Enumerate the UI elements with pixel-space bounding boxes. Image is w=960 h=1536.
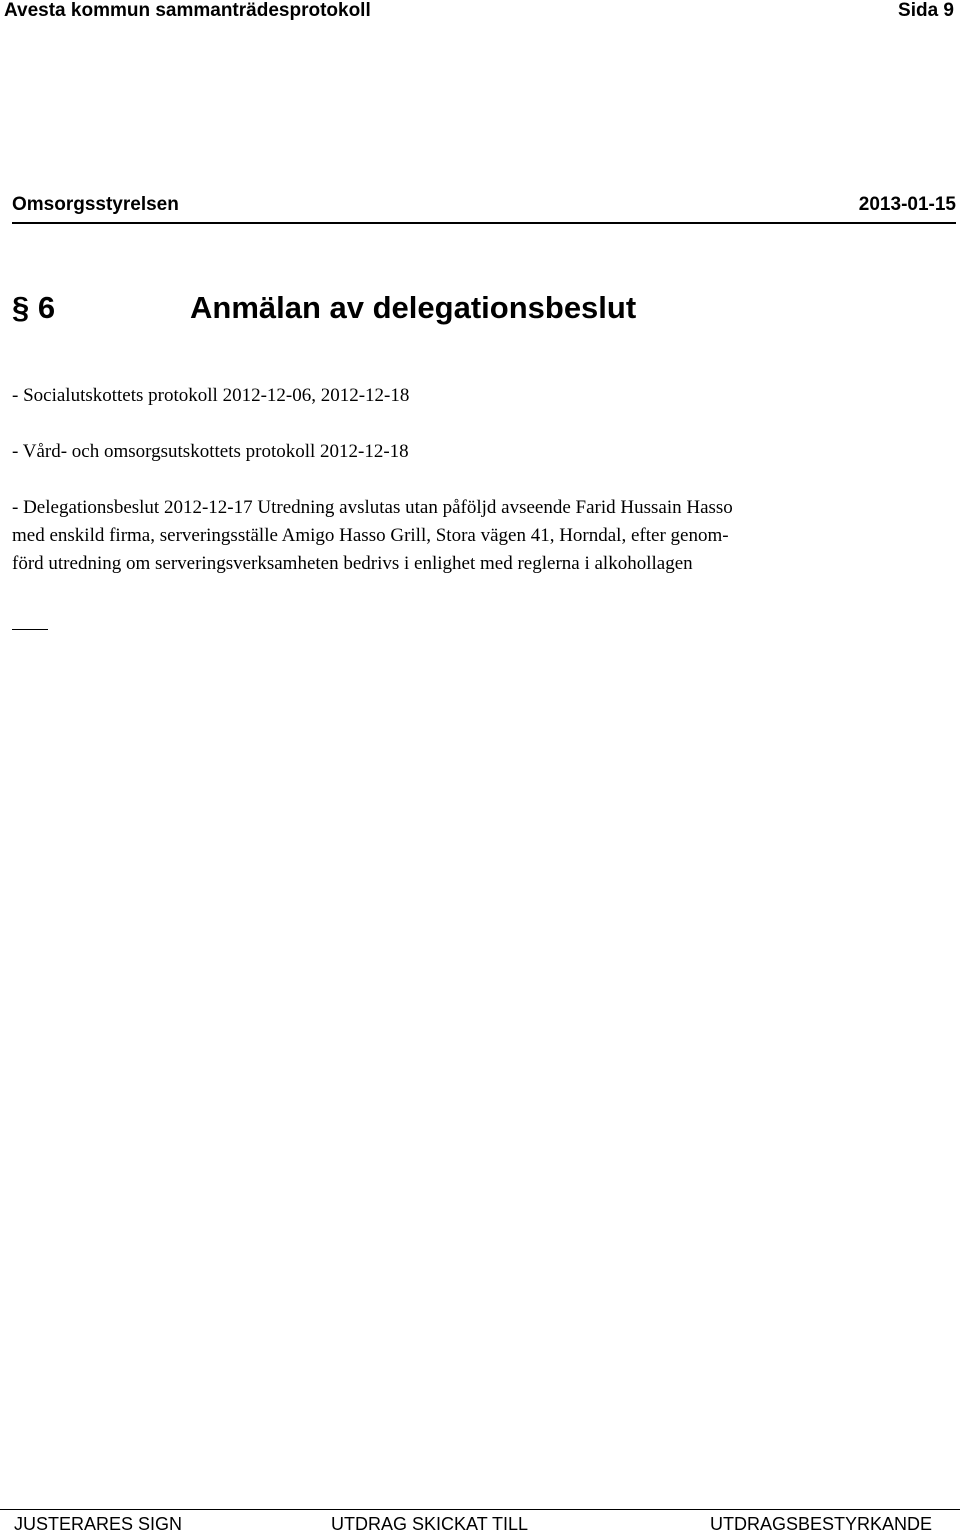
- paragraph-line: med enskild firma, serveringsställe Amigo Hasso Grill, Stora vägen 41, Horndal, efter genom-: [12, 525, 729, 546]
- section-heading: [12, 286, 950, 330]
- page-number: Sida 9: [898, 0, 954, 21]
- board-name: Omsorgsstyrelsen: [12, 194, 179, 215]
- end-of-section-rule: [12, 629, 48, 630]
- document-title: Avesta kommun sammanträdesprotokoll: [4, 0, 371, 21]
- page-footer: [0, 1509, 960, 1536]
- section-number: § 6: [12, 290, 56, 325]
- paragraph-line: förd utredning om serveringsverksamheten bedrivs i enlighet med reglerna i alkohollagen: [12, 553, 693, 574]
- footer-certified-label: UTDRAGSBESTYRKANDE: [709, 1514, 932, 1534]
- footer-sign-label: JUSTERARES SIGN: [14, 1514, 183, 1534]
- meeting-date: 2013-01-15: [858, 194, 956, 215]
- list-item: - Socialutskottets protokoll 2012-12-06, 2012-12-18: [12, 385, 410, 406]
- list-item: - Vård- och omsorgsutskottets protokoll 2012-12-18: [12, 441, 409, 462]
- list-item-delegation-decision: [12, 494, 940, 578]
- page-header: [0, 0, 960, 24]
- footer-sent-to-label: UTDRAG SKICKAT TILL: [331, 1514, 529, 1534]
- meeting-info-row: [12, 192, 956, 224]
- section-title: Anmälan av delegationsbeslut: [190, 290, 637, 325]
- paragraph-line: - Delegationsbeslut 2012-12-17 Utredning avslutas utan påföljd avseende Farid Hussain Hasso: [12, 497, 733, 518]
